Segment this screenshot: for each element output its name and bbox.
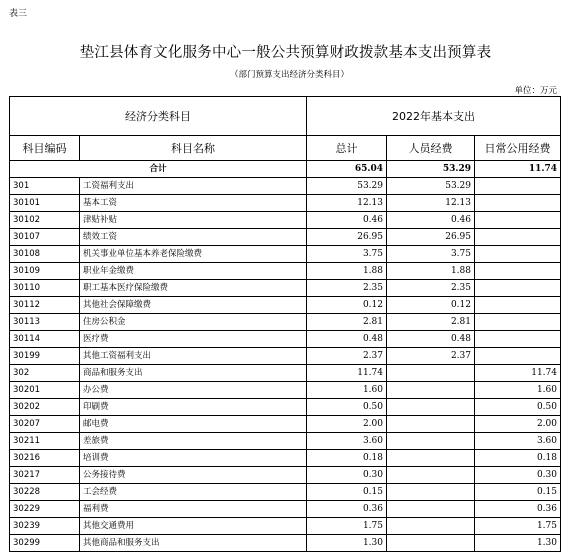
row-subject-name: 绩效工资 [80,229,307,246]
row-public: 0.18 [475,450,561,467]
row-subject-code: 30109 [10,263,80,280]
row-public: 3.60 [475,433,561,450]
row-total: 1.75 [307,518,387,535]
row-total: 0.15 [307,484,387,501]
document-title: 垫江县体育文化服务中心一般公共预算财政拨款基本支出预算表 [79,45,492,61]
row-public: 0.15 [475,484,561,501]
row-total: 0.48 [307,331,387,348]
row-public [475,195,561,212]
row-public: 1.75 [475,518,561,535]
row-subject-code: 30229 [10,501,80,518]
header-subject-name: 科目名称 [80,136,307,161]
table-row [10,450,561,467]
row-subject-code: 302 [10,365,80,382]
row-public: 2.00 [475,416,561,433]
table-row [10,348,561,365]
table-row [10,382,561,399]
table-row [10,399,561,416]
row-personnel [387,467,475,484]
table-row [10,314,561,331]
row-total: 2.00 [307,416,387,433]
row-public [475,212,561,229]
table-row [10,518,561,535]
row-subject-code: 30112 [10,297,80,314]
row-personnel [387,501,475,518]
row-public [475,331,561,348]
row-personnel: 1.88 [387,263,475,280]
total-row [10,161,561,178]
table-row [10,365,561,382]
row-personnel: 0.48 [387,331,475,348]
header-economic-classification: 经济分类科目 [10,97,307,136]
row-public: 1.30 [475,535,561,552]
row-public [475,178,561,195]
row-public [475,314,561,331]
row-public: 0.30 [475,467,561,484]
table-row [10,229,561,246]
row-total: 0.50 [307,399,387,416]
row-public [475,348,561,365]
row-subject-code: 30108 [10,246,80,263]
row-public: 0.50 [475,399,561,416]
row-subject-code: 30113 [10,314,80,331]
row-subject-code: 30239 [10,518,80,535]
row-subject-name: 其他社会保障缴费 [80,297,307,314]
row-subject-code: 30217 [10,467,80,484]
table-number-tag: 表三 [9,9,28,19]
header-basic-expenditure: 2022年基本支出 [307,97,561,136]
total-amount: 65.04 [307,161,387,178]
row-subject-name: 商品和服务支出 [80,365,307,382]
row-subject-name: 机关事业单位基本养老保险缴费 [80,246,307,263]
row-subject-code: 30107 [10,229,80,246]
row-total: 26.95 [307,229,387,246]
header-subject-code: 科目编码 [10,136,80,161]
row-total: 2.37 [307,348,387,365]
row-personnel: 2.35 [387,280,475,297]
row-personnel [387,416,475,433]
row-total: 2.35 [307,280,387,297]
row-subject-name: 印刷费 [80,399,307,416]
row-total: 3.60 [307,433,387,450]
table-row [10,297,561,314]
row-subject-code: 301 [10,178,80,195]
row-personnel: 53.29 [387,178,475,195]
row-subject-name: 培训费 [80,450,307,467]
row-subject-code: 30101 [10,195,80,212]
row-personnel [387,433,475,450]
row-personnel [387,382,475,399]
row-total: 0.46 [307,212,387,229]
row-subject-name: 差旅费 [80,433,307,450]
row-subject-code: 30211 [10,433,80,450]
row-subject-name: 基本工资 [80,195,307,212]
row-subject-name: 工会经费 [80,484,307,501]
total-public: 11.74 [475,161,561,178]
row-total: 1.30 [307,535,387,552]
row-subject-code: 30114 [10,331,80,348]
header-public: 日常公用经费 [475,136,561,161]
row-personnel [387,450,475,467]
row-total: 2.81 [307,314,387,331]
row-subject-name: 工资福利支出 [80,178,307,195]
table-row [10,416,561,433]
total-personnel: 53.29 [387,161,475,178]
row-personnel: 0.46 [387,212,475,229]
row-personnel [387,518,475,535]
row-public [475,263,561,280]
table-row [10,535,561,552]
row-personnel: 26.95 [387,229,475,246]
row-personnel [387,484,475,501]
header-column-row [10,136,561,161]
row-public [475,229,561,246]
row-public [475,297,561,314]
table-row [10,195,561,212]
row-subject-code: 30199 [10,348,80,365]
row-total: 1.60 [307,382,387,399]
row-personnel [387,365,475,382]
unit-label: 单位：万元 [514,86,557,96]
row-personnel: 3.75 [387,246,475,263]
row-total: 1.88 [307,263,387,280]
document-subtitle: （部门预算支出经济分类科目） [229,70,349,80]
row-subject-code: 30102 [10,212,80,229]
row-subject-name: 津贴补贴 [80,212,307,229]
total-label: 合计 [10,161,307,178]
row-personnel: 12.13 [387,195,475,212]
table-row [10,280,561,297]
row-subject-code: 30299 [10,535,80,552]
row-personnel [387,399,475,416]
header-personnel: 人员经费 [387,136,475,161]
budget-table [9,96,561,552]
header-total: 总计 [307,136,387,161]
row-total: 0.30 [307,467,387,484]
row-subject-code: 30228 [10,484,80,501]
row-subject-name: 公务接待费 [80,467,307,484]
row-subject-name: 医疗费 [80,331,307,348]
table-row [10,433,561,450]
row-total: 53.29 [307,178,387,195]
row-subject-name: 其他工资福利支出 [80,348,307,365]
row-public: 11.74 [475,365,561,382]
row-subject-name: 邮电费 [80,416,307,433]
row-total: 0.12 [307,297,387,314]
row-subject-name: 其他商品和服务支出 [80,535,307,552]
table-row [10,467,561,484]
table-row [10,484,561,501]
header-group-row [10,97,561,136]
table-row [10,178,561,195]
row-public [475,246,561,263]
row-public: 1.60 [475,382,561,399]
row-personnel: 2.37 [387,348,475,365]
row-total: 11.74 [307,365,387,382]
table-row [10,212,561,229]
table-row [10,246,561,263]
row-public: 0.36 [475,501,561,518]
row-total: 12.13 [307,195,387,212]
row-subject-name: 其他交通费用 [80,518,307,535]
table-row [10,331,561,348]
table-row [10,263,561,280]
row-subject-name: 住房公积金 [80,314,307,331]
row-subject-code: 30202 [10,399,80,416]
row-personnel: 0.12 [387,297,475,314]
row-personnel: 2.81 [387,314,475,331]
row-subject-code: 30216 [10,450,80,467]
row-public [475,280,561,297]
row-total: 3.75 [307,246,387,263]
row-total: 0.18 [307,450,387,467]
row-total: 0.36 [307,501,387,518]
row-subject-code: 30201 [10,382,80,399]
row-subject-code: 30207 [10,416,80,433]
row-subject-name: 职工基本医疗保险缴费 [80,280,307,297]
row-subject-name: 职业年金缴费 [80,263,307,280]
row-subject-name: 办公费 [80,382,307,399]
row-personnel [387,535,475,552]
table-row [10,501,561,518]
row-subject-name: 福利费 [80,501,307,518]
row-subject-code: 30110 [10,280,80,297]
